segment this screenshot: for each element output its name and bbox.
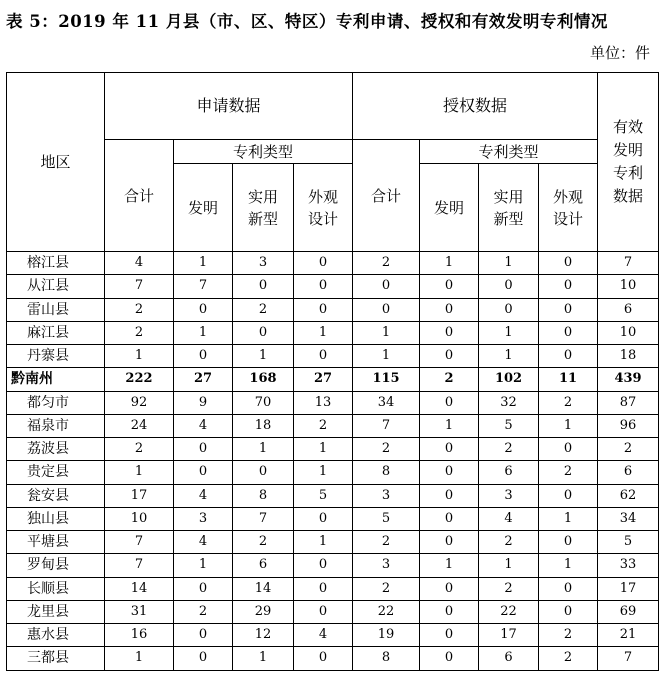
cell-g-des: 0 — [539, 438, 598, 461]
cell-a-inv: 0 — [174, 461, 233, 484]
cell-g-util: 1 — [479, 252, 539, 275]
table-body — [7, 252, 659, 671]
cell-g-inv: 0 — [420, 298, 479, 321]
cell-g-total: 3 — [353, 554, 420, 577]
header-grant-total: 合计 — [353, 140, 420, 252]
cell-g-util: 1 — [479, 345, 539, 368]
cell-a-total: 7 — [105, 554, 174, 577]
cell-a-des: 1 — [294, 461, 353, 484]
cell-g-total: 2 — [353, 531, 420, 554]
cell-a-des: 0 — [294, 252, 353, 275]
cell-a-inv: 7 — [174, 275, 233, 298]
cell-region: 平塘县 — [7, 531, 105, 554]
cell-a-inv: 2 — [174, 600, 233, 623]
cell-g-inv: 0 — [420, 531, 479, 554]
cell-a-total: 17 — [105, 484, 174, 507]
cell-g-util: 2 — [479, 577, 539, 600]
table-row — [7, 624, 659, 647]
cell-a-des: 0 — [294, 298, 353, 321]
cell-a-inv: 0 — [174, 298, 233, 321]
cell-a-des: 0 — [294, 345, 353, 368]
cell-a-total: 1 — [105, 647, 174, 670]
cell-g-des: 0 — [539, 252, 598, 275]
cell-a-inv: 0 — [174, 438, 233, 461]
cell-a-util: 14 — [233, 577, 294, 600]
header-grant-group: 授权数据 — [353, 73, 598, 140]
cell-g-inv: 0 — [420, 577, 479, 600]
cell-a-des: 1 — [294, 531, 353, 554]
cell-a-inv: 27 — [174, 368, 233, 391]
cell-g-total: 8 — [353, 461, 420, 484]
cell-valid: 6 — [598, 298, 659, 321]
cell-a-util: 0 — [233, 275, 294, 298]
cell-a-total: 10 — [105, 507, 174, 530]
unit-label: 单位：件 — [589, 44, 650, 62]
cell-g-des: 1 — [539, 414, 598, 437]
table-row — [7, 345, 659, 368]
cell-g-inv: 1 — [420, 414, 479, 437]
cell-g-util: 3 — [479, 484, 539, 507]
header-grant-utility — [479, 164, 539, 252]
cell-a-des: 5 — [294, 484, 353, 507]
cell-a-des: 4 — [294, 624, 353, 647]
cell-valid: 7 — [598, 647, 659, 670]
cell-g-des: 2 — [539, 461, 598, 484]
header-apply-design-text: 外观设计 — [307, 187, 338, 228]
cell-a-util: 3 — [233, 252, 294, 275]
cell-a-util: 6 — [233, 554, 294, 577]
cell-region: 贵定县 — [7, 461, 105, 484]
cell-g-inv: 0 — [420, 438, 479, 461]
cell-g-total: 34 — [353, 391, 420, 414]
table-row — [7, 554, 659, 577]
cell-a-total: 16 — [105, 624, 174, 647]
table-row — [7, 531, 659, 554]
cell-valid: 21 — [598, 624, 659, 647]
cell-a-util: 1 — [233, 647, 294, 670]
cell-valid: 439 — [598, 368, 659, 391]
table-row — [7, 438, 659, 461]
cell-g-util: 2 — [479, 531, 539, 554]
cell-valid: 18 — [598, 345, 659, 368]
cell-a-inv: 4 — [174, 414, 233, 437]
cell-valid: 69 — [598, 600, 659, 623]
cell-region: 从江县 — [7, 275, 105, 298]
cell-a-inv: 1 — [174, 554, 233, 577]
cell-g-util: 1 — [479, 554, 539, 577]
header-valid-text: 有效发明专利数据 — [613, 118, 644, 205]
cell-valid: 96 — [598, 414, 659, 437]
table-row — [7, 577, 659, 600]
header-apply-patent-type: 专利类型 — [174, 140, 353, 164]
cell-g-util: 5 — [479, 414, 539, 437]
cell-a-util: 2 — [233, 531, 294, 554]
cell-a-total: 2 — [105, 321, 174, 344]
cell-a-des: 13 — [294, 391, 353, 414]
cell-a-total: 92 — [105, 391, 174, 414]
cell-a-total: 222 — [105, 368, 174, 391]
cell-region: 麻江县 — [7, 321, 105, 344]
cell-g-total: 7 — [353, 414, 420, 437]
header-apply-utility — [233, 164, 294, 252]
cell-a-total: 2 — [105, 438, 174, 461]
cell-g-des: 0 — [539, 484, 598, 507]
table-row — [7, 298, 659, 321]
cell-a-util: 0 — [233, 461, 294, 484]
cell-valid: 34 — [598, 507, 659, 530]
cell-g-inv: 0 — [420, 391, 479, 414]
table-row — [7, 391, 659, 414]
cell-g-inv: 1 — [420, 554, 479, 577]
cell-a-total: 1 — [105, 461, 174, 484]
table-row — [7, 321, 659, 344]
cell-a-inv: 1 — [174, 252, 233, 275]
cell-a-total: 2 — [105, 298, 174, 321]
cell-g-total: 0 — [353, 275, 420, 298]
header-apply-utility-text: 实用新型 — [247, 187, 278, 228]
cell-g-des: 0 — [539, 600, 598, 623]
cell-a-des: 0 — [294, 507, 353, 530]
cell-g-des: 0 — [539, 275, 598, 298]
cell-region: 惠水县 — [7, 624, 105, 647]
cell-a-des: 1 — [294, 321, 353, 344]
cell-a-total: 1 — [105, 345, 174, 368]
cell-a-inv: 0 — [174, 647, 233, 670]
cell-a-util: 2 — [233, 298, 294, 321]
cell-a-des: 0 — [294, 554, 353, 577]
cell-g-inv: 0 — [420, 647, 479, 670]
cell-g-util: 2 — [479, 438, 539, 461]
cell-region: 雷山县 — [7, 298, 105, 321]
cell-a-total: 24 — [105, 414, 174, 437]
table-row — [7, 368, 659, 391]
table-row — [7, 461, 659, 484]
cell-g-util: 1 — [479, 321, 539, 344]
header-grant-patent-type: 专利类型 — [420, 140, 598, 164]
cell-g-des: 0 — [539, 298, 598, 321]
cell-a-inv: 0 — [174, 624, 233, 647]
cell-a-util: 1 — [233, 345, 294, 368]
cell-a-util: 168 — [233, 368, 294, 391]
cell-valid: 7 — [598, 252, 659, 275]
header-grant-design-text: 外观设计 — [553, 187, 584, 228]
cell-a-des: 27 — [294, 368, 353, 391]
cell-g-inv: 0 — [420, 275, 479, 298]
header-apply-design — [294, 164, 353, 252]
cell-a-des: 1 — [294, 438, 353, 461]
cell-region: 荔波县 — [7, 438, 105, 461]
cell-valid: 17 — [598, 577, 659, 600]
cell-a-util: 8 — [233, 484, 294, 507]
cell-g-util: 0 — [479, 275, 539, 298]
table-row — [7, 484, 659, 507]
cell-g-des: 2 — [539, 391, 598, 414]
cell-g-total: 0 — [353, 298, 420, 321]
patent-table — [6, 72, 659, 671]
cell-region: 罗甸县 — [7, 554, 105, 577]
cell-g-inv: 0 — [420, 507, 479, 530]
cell-g-util: 17 — [479, 624, 539, 647]
cell-a-inv: 4 — [174, 531, 233, 554]
cell-region: 都匀市 — [7, 391, 105, 414]
cell-g-total: 22 — [353, 600, 420, 623]
header-valid-invention — [598, 73, 659, 252]
cell-a-des: 0 — [294, 275, 353, 298]
cell-g-inv: 0 — [420, 461, 479, 484]
cell-region: 瓮安县 — [7, 484, 105, 507]
cell-a-inv: 0 — [174, 577, 233, 600]
cell-g-inv: 1 — [420, 252, 479, 275]
cell-g-util: 0 — [479, 298, 539, 321]
cell-a-des: 2 — [294, 414, 353, 437]
cell-g-util: 32 — [479, 391, 539, 414]
header-apply-group: 申请数据 — [105, 73, 353, 140]
cell-a-total: 31 — [105, 600, 174, 623]
cell-g-des: 0 — [539, 531, 598, 554]
cell-valid: 6 — [598, 461, 659, 484]
cell-valid: 2 — [598, 438, 659, 461]
header-grant-utility-text: 实用新型 — [493, 187, 524, 228]
cell-a-inv: 9 — [174, 391, 233, 414]
cell-a-util: 12 — [233, 624, 294, 647]
cell-region: 三都县 — [7, 647, 105, 670]
table-row — [7, 275, 659, 298]
cell-g-inv: 0 — [420, 600, 479, 623]
cell-region: 龙里县 — [7, 600, 105, 623]
header-apply-total: 合计 — [105, 140, 174, 252]
cell-g-inv: 0 — [420, 624, 479, 647]
cell-valid: 62 — [598, 484, 659, 507]
cell-g-inv: 0 — [420, 484, 479, 507]
cell-g-util: 102 — [479, 368, 539, 391]
cell-valid: 33 — [598, 554, 659, 577]
cell-g-des: 1 — [539, 507, 598, 530]
cell-g-inv: 0 — [420, 321, 479, 344]
table-title: 表 5：2019 年 11 月县（市、区、特区）专利申请、授权和有效发明专利情况 — [6, 12, 608, 31]
cell-a-util: 1 — [233, 438, 294, 461]
header-region: 地区 — [7, 73, 105, 252]
cell-g-des: 2 — [539, 624, 598, 647]
table-row — [7, 507, 659, 530]
cell-valid: 87 — [598, 391, 659, 414]
table-row — [7, 600, 659, 623]
table-row — [7, 414, 659, 437]
cell-a-util: 18 — [233, 414, 294, 437]
cell-g-total: 5 — [353, 507, 420, 530]
cell-a-util: 29 — [233, 600, 294, 623]
cell-region: 长顺县 — [7, 577, 105, 600]
cell-g-util: 6 — [479, 461, 539, 484]
cell-a-util: 70 — [233, 391, 294, 414]
cell-a-util: 0 — [233, 321, 294, 344]
cell-g-inv: 0 — [420, 345, 479, 368]
cell-g-des: 0 — [539, 321, 598, 344]
cell-g-total: 2 — [353, 252, 420, 275]
cell-g-total: 1 — [353, 345, 420, 368]
header-apply-invention: 发明 — [174, 164, 233, 252]
cell-valid: 5 — [598, 531, 659, 554]
cell-g-total: 2 — [353, 577, 420, 600]
cell-g-total: 19 — [353, 624, 420, 647]
cell-g-des: 0 — [539, 345, 598, 368]
cell-g-total: 115 — [353, 368, 420, 391]
header-grant-design — [539, 164, 598, 252]
cell-a-total: 4 — [105, 252, 174, 275]
cell-a-des: 0 — [294, 577, 353, 600]
cell-a-total: 7 — [105, 275, 174, 298]
cell-g-total: 8 — [353, 647, 420, 670]
cell-valid: 10 — [598, 275, 659, 298]
table-row — [7, 252, 659, 275]
cell-a-des: 0 — [294, 647, 353, 670]
cell-region: 榕江县 — [7, 252, 105, 275]
cell-g-des: 1 — [539, 554, 598, 577]
cell-g-des: 11 — [539, 368, 598, 391]
cell-a-inv: 0 — [174, 345, 233, 368]
cell-a-inv: 3 — [174, 507, 233, 530]
cell-a-inv: 1 — [174, 321, 233, 344]
header-grant-invention: 发明 — [420, 164, 479, 252]
cell-g-util: 4 — [479, 507, 539, 530]
cell-a-total: 14 — [105, 577, 174, 600]
table-row — [7, 647, 659, 670]
cell-valid: 10 — [598, 321, 659, 344]
cell-g-util: 22 — [479, 600, 539, 623]
cell-region: 福泉市 — [7, 414, 105, 437]
cell-region: 独山县 — [7, 507, 105, 530]
cell-g-inv: 2 — [420, 368, 479, 391]
cell-region: 丹寨县 — [7, 345, 105, 368]
cell-g-util: 6 — [479, 647, 539, 670]
cell-g-total: 3 — [353, 484, 420, 507]
cell-g-des: 0 — [539, 577, 598, 600]
cell-g-total: 1 — [353, 321, 420, 344]
cell-region: 黔南州 — [7, 368, 105, 391]
cell-a-total: 7 — [105, 531, 174, 554]
cell-a-inv: 4 — [174, 484, 233, 507]
cell-a-util: 7 — [233, 507, 294, 530]
cell-g-total: 2 — [353, 438, 420, 461]
cell-a-des: 0 — [294, 600, 353, 623]
cell-g-des: 2 — [539, 647, 598, 670]
